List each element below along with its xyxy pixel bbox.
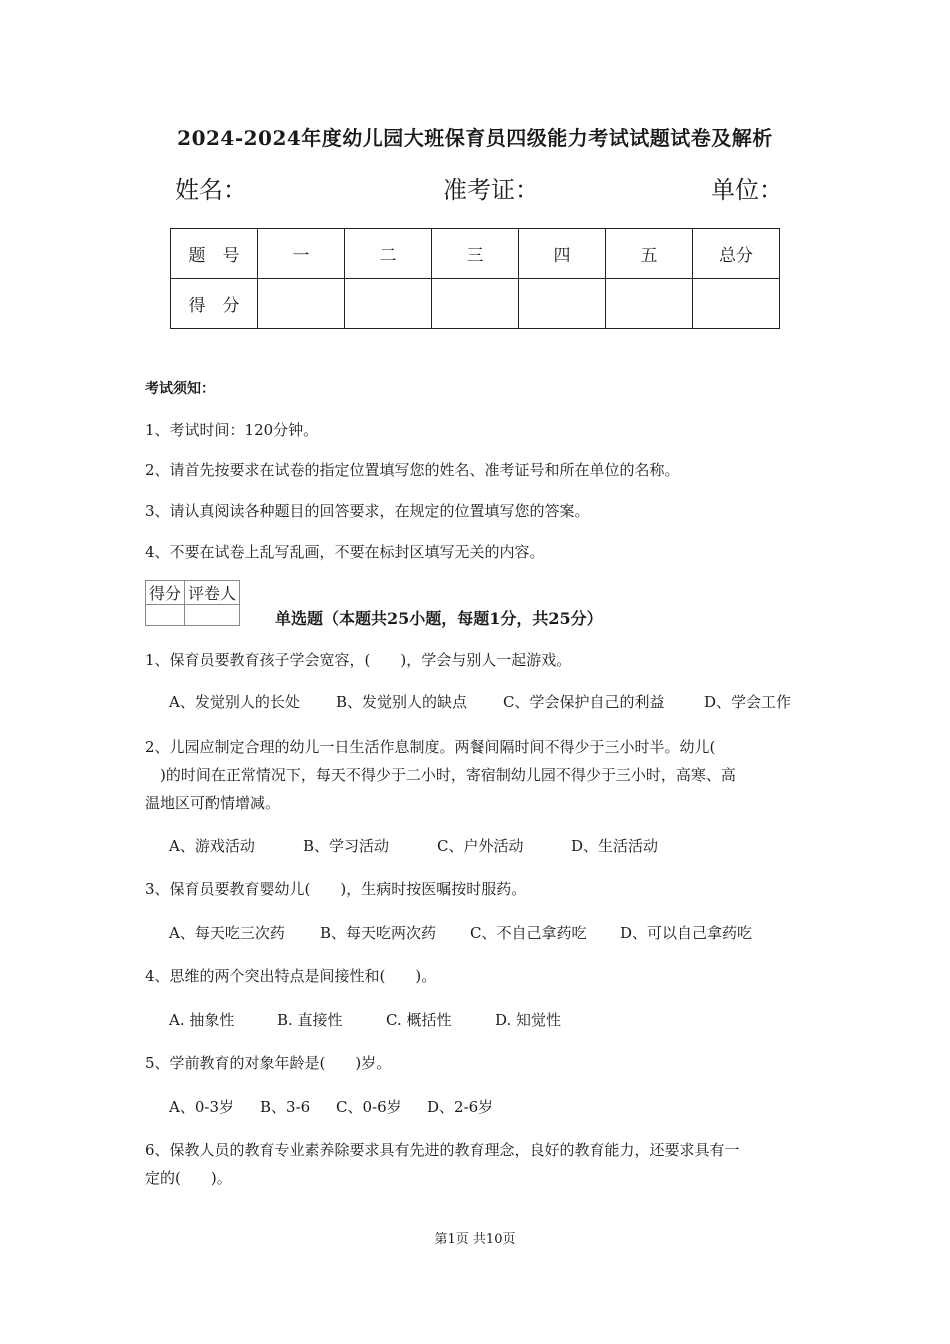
q3-option-b: B、每天吃两次药 (320, 924, 437, 942)
score-cell[interactable] (693, 279, 780, 329)
grader-name-cell[interactable] (185, 605, 240, 626)
name-field-label: 姓名： (175, 176, 247, 204)
exam-number-field-label: 准考证： (443, 176, 539, 204)
q5-option-a: A、0-3岁 (169, 1098, 234, 1116)
question-6-line-2: 定的( )。 (145, 1169, 232, 1187)
grader-score-cell[interactable] (146, 605, 185, 626)
question-3: 3、保育员要教育婴幼儿( )，生病时按医嘱按时服药。 (145, 880, 527, 898)
q5-option-c: C、0-6岁 (336, 1098, 402, 1116)
q4-option-a: A. 抽象性 (169, 1011, 235, 1029)
page-footer: 第1页 共10页 (434, 1232, 516, 1247)
score-table-header-cell: 题 号 (171, 229, 258, 279)
score-table-header-cell: 五 (606, 229, 693, 279)
score-table (170, 228, 780, 329)
q2-option-a: A、游戏活动 (169, 837, 255, 855)
q4-option-c: C. 概括性 (386, 1011, 452, 1029)
score-table-score-row (171, 279, 780, 329)
score-cell[interactable] (519, 279, 606, 329)
question-1: 1、保育员要教育孩子学会宽容，( )，学会与别人一起游戏。 (145, 651, 572, 669)
score-table-header-row (171, 229, 780, 279)
grader-box (145, 580, 240, 626)
notice-item: 1、考试时间：120分钟。 (145, 421, 319, 439)
q2-option-c: C、户外活动 (437, 837, 524, 855)
q4-option-d: D. 知觉性 (495, 1011, 562, 1029)
q3-option-c: C、不自己拿药吃 (470, 924, 587, 942)
page-title: 2024-2024年度幼儿园大班保育员四级能力考试试题试卷及解析 (177, 126, 773, 150)
grader-score-label: 得分 (146, 581, 185, 605)
unit-field-label: 单位： (711, 176, 783, 204)
notice-item: 3、请认真阅读各种题目的回答要求，在规定的位置填写您的答案。 (145, 502, 590, 520)
question-4: 4、思维的两个突出特点是间接性和( )。 (145, 967, 437, 985)
notice-item: 2、请首先按要求在试卷的指定位置填写您的姓名、准考证号和所在单位的名称。 (145, 461, 680, 479)
score-cell[interactable] (345, 279, 432, 329)
score-table-header-cell: 四 (519, 229, 606, 279)
q1-option-a: A、发觉别人的长处 (169, 693, 300, 711)
q3-option-a: A、每天吃三次药 (169, 924, 285, 942)
question-5: 5、学前教育的对象年龄是( )岁。 (145, 1054, 392, 1072)
q2-option-b: B、学习活动 (303, 837, 390, 855)
score-cell[interactable] (258, 279, 345, 329)
q1-option-b: B、发觉别人的缺点 (336, 693, 468, 711)
q4-option-b: B. 直接性 (277, 1011, 343, 1029)
score-table-header-cell: 总分 (693, 229, 780, 279)
score-table-header-cell: 二 (345, 229, 432, 279)
notice-item: 4、不要在试卷上乱写乱画，不要在标封区填写无关的内容。 (145, 543, 545, 561)
q1-option-d: D、学会工作 (704, 693, 792, 711)
grader-name-label: 评卷人 (185, 581, 240, 605)
question-2-line-3: 温地区可酌情增减。 (145, 794, 281, 812)
q1-option-c: C、学会保护自己的利益 (503, 693, 665, 711)
score-table-header-cell: 一 (258, 229, 345, 279)
q2-option-d: D、生活活动 (571, 837, 659, 855)
score-cell[interactable] (606, 279, 693, 329)
q5-option-b: B、3-6 (260, 1098, 311, 1116)
notice-heading: 考试须知： (145, 381, 215, 397)
q3-option-d: D、可以自己拿药吃 (620, 924, 753, 942)
section-title: 单选题（本题共25小题，每题1分，共25分） (275, 609, 603, 628)
question-2-line-2: )的时间在正常情况下，每天不得少于二小时，寄宿制幼儿园不得少于三小时，高寒、高 (145, 766, 736, 784)
score-cell[interactable] (432, 279, 519, 329)
q5-option-d: D、2-6岁 (427, 1098, 494, 1116)
score-row-label: 得 分 (171, 279, 258, 329)
question-6: 6、保教人员的教育专业素养除要求具有先进的教育理念，良好的教育能力，还要求具有一 (145, 1141, 740, 1159)
score-table-header-cell: 三 (432, 229, 519, 279)
question-2: 2、儿园应制定合理的幼儿一日生活作息制度。两餐间隔时间不得少于三小时半。幼儿( (145, 738, 716, 756)
